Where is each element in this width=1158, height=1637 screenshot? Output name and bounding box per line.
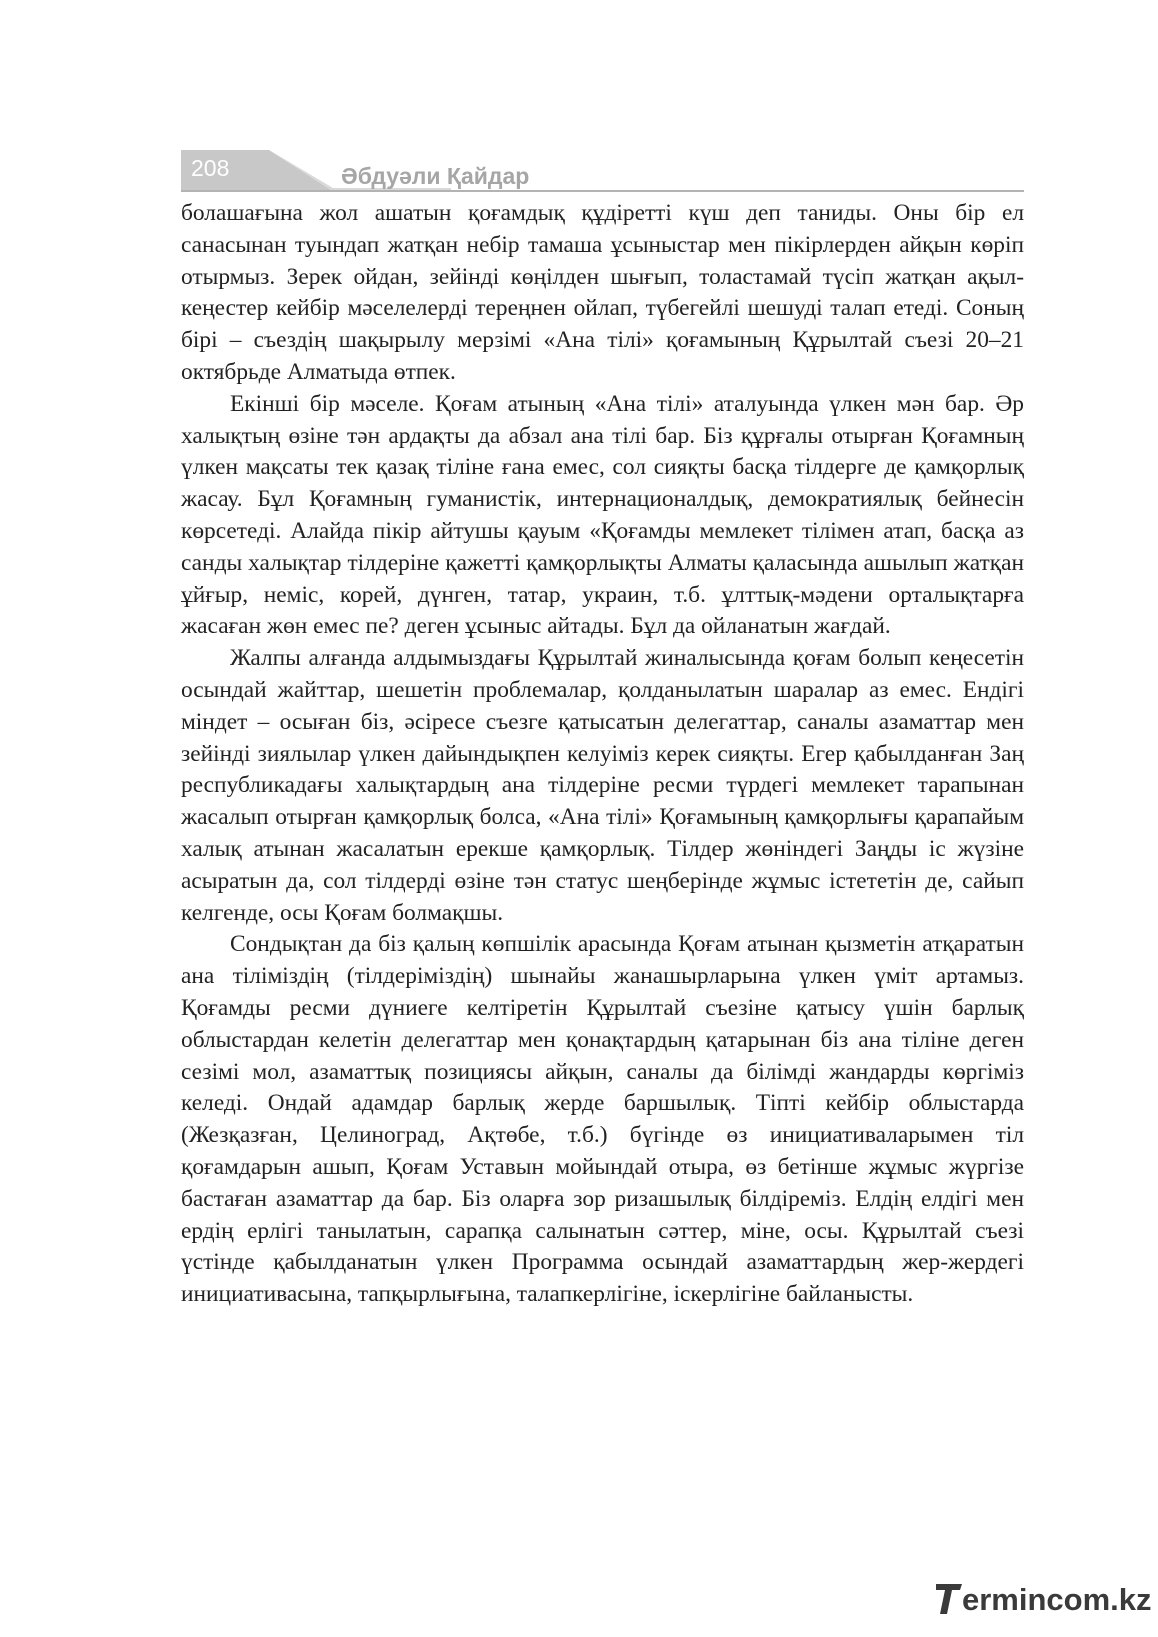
header-rule — [181, 190, 1024, 192]
paragraph: Сондықтан да біз қалың көпшілік арасында Қоғам атынан қызметін атқаратын ана тіліміздің (тілдеріміздің) шынайы жанашырларына үлкен үміт артамыз. Қоғамды ресми дүниеге келтіретін Құрылтай съезіне қатысу үшін барлық облыстардан келетін делегаттар мен қонақтардың қатарынан біз ана тіліне деген сезімі мол, азаматтық позициясы айқын, саналы да білімді жандарды көргіміз келеді. Ондай адамдар барлық жерде баршылық. Тіпті кейбір облыстарда (Жезқазған, Целиноград, Ақтөбе, т.б.) бүгінде өз инициативаларымен тіл қоғамдарын ашып, Қоғам Уставын мойындай отыра, өз бетінше жұмыс жүргізе бастаған азаматтар да бар. Біз оларға зор ризашылық білдіреміз. Елдің елдігі мен ердің ерлігі танылатын, сарапқа салынатын сәттер, міне, осы. Құрылтай съезі үстінде қабылданатын үлкен Программа осындай азаматтардың жер-жердегі инициативасына, тапқырлығына, талапкерлігіне, іскерлігіне байланысты. — [181, 931, 1024, 1308]
site-watermark — [936, 1582, 1152, 1622]
page-header — [181, 146, 1024, 194]
running-title: Әбдуәли Қайдар — [341, 163, 530, 189]
paragraph: Екінші бір мәселе. Қоғам атының «Ана тілі» аталуында үлкен мән бар. Әр халықтың өзіне тән ардақты да абзал ана тілі бар. Біз құрғалы отырған Қоғамның үлкен мақсаты тек қазақ тіліне ғана емес, сол сияқты басқа тілдерге де қамқорлық жасау. Бұл Қоғамның гуманистік, интернационалдық, демократиялық бейнесін көрсетеді. Алайда пікір айтушы қауым «Қоғамды мемлекет тілімен атап, басқа аз санды халықтар тілдеріне қажетті қамқорлықты Алматы қаласында ашылып жатқан ұйғыр, неміс, корей, дүнген, татар, украин, т.б. ұлттық-мәдени орталықтарға жасаған жөн емес пе? деген ұсыныс айтады. Бұл да ойланатын жағдай. — [181, 390, 1024, 640]
page-number: 208 — [191, 155, 230, 181]
paragraph: болашағына жол ашатын қоғамдық құдіретті күш деп таниды. Оны бір ел санасынан туындап жатқан небір тамаша ұсыныстар мен пікірлерден айқын көріп отырмыз. Зерек ойдан, зейінді көңілден шығып, толастамай түсіп жатқан ақыл-кеңестер кейбір мәселелерді тереңнен ойлап, түбегейлі шешуді талап етеді. Соның бірі – съездің шақырылу мерзімі «Ана тілі» қоғамының Құрылтай съезі 20–21 октябрьде Алматыда өтпек. — [181, 200, 1024, 385]
t-letter-logo-icon — [936, 1584, 962, 1614]
watermark-text: ermincom.kz — [962, 1582, 1152, 1617]
body-text — [181, 198, 1024, 1311]
paragraph: Жалпы алғанда алдымыздағы Құрылтай жиналысында қоғам болып кеңесетін осындай жайттар, шешетін проблемалар, қолданылатын шаралар аз емес. Ендігі міндет – осыған біз, әсіресе съезге қатысатын делегаттар, саналы азаматтар мен зейінді зиялылар үлкен дайындықпен келуіміз керек сияқты. Егер қабылданған Заң республикадағы халықтардың ана тілдеріне ресми түрдегі мемлекет тарапынан жасалып отырған қамқорлық болса, «Ана тілі» Қоғамының қамқорлығы қарапайым халық атынан жасалатын ерекше қамқорлық. Тілдер жөніндегі Заңды іс жүзіне асыратын да, сол тілдерді өзіне тән статус шеңберінде жұмыс істететін де, сайып келгенде, осы Қоғам болмақшы. — [181, 645, 1024, 926]
